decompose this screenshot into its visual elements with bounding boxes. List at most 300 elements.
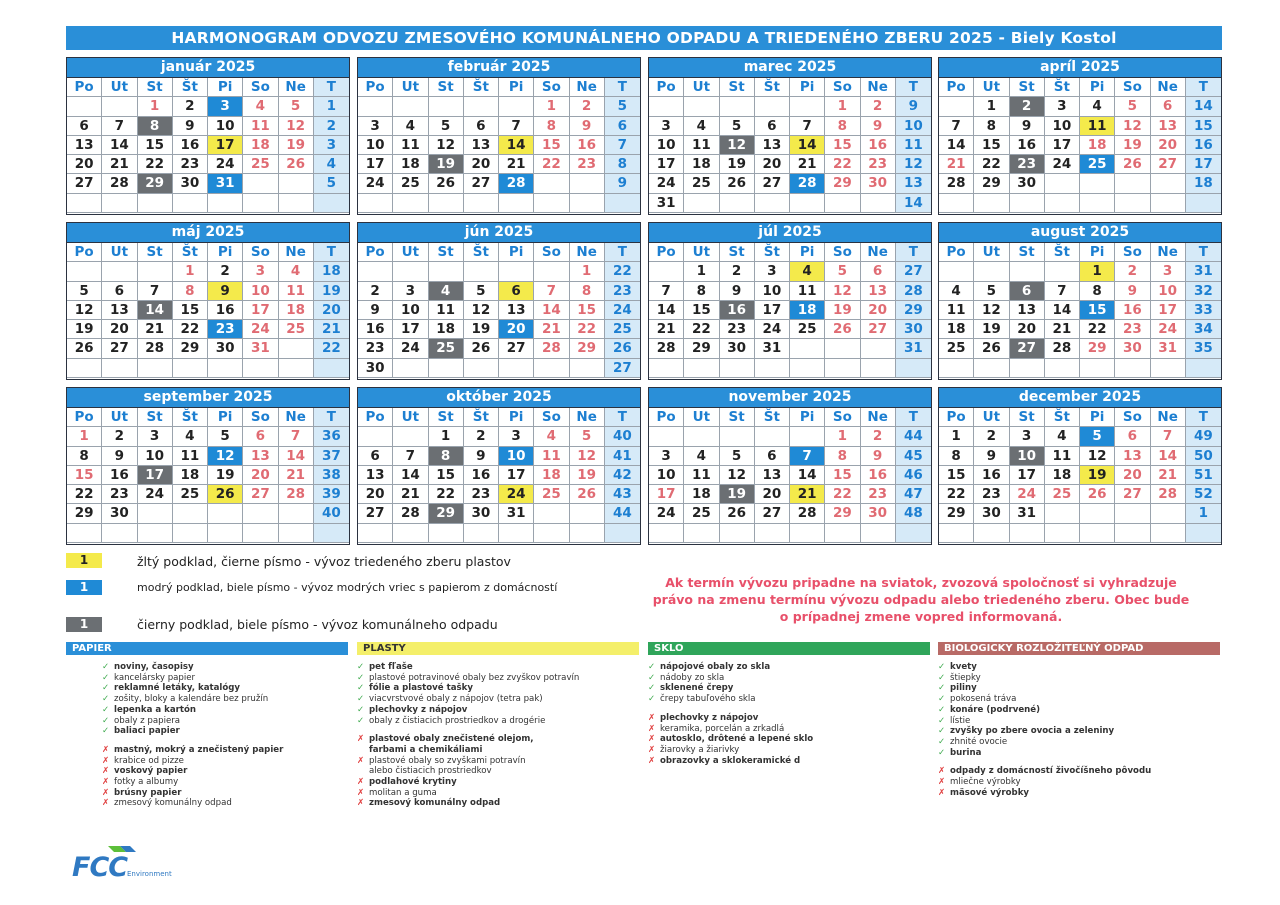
- day-cell: [720, 427, 755, 446]
- day-cell: 11: [684, 136, 719, 155]
- day-cell: [939, 194, 974, 213]
- day-cell: [102, 524, 137, 543]
- accepted-item: ✓ sklenené črepy: [648, 683, 734, 694]
- day-cell: [173, 504, 208, 523]
- day-cell: 15: [825, 136, 860, 155]
- weekday-header: T: [1186, 408, 1221, 427]
- weekday-header: St: [429, 408, 464, 427]
- day-cell: [393, 359, 428, 378]
- weekday-header: So: [1115, 243, 1150, 262]
- day-cell: 24: [1045, 155, 1080, 174]
- month-title: február 2025: [358, 58, 640, 77]
- day-cell: 26: [720, 504, 755, 523]
- day-cell: [825, 194, 860, 213]
- day-cell: 6: [102, 282, 137, 301]
- day-cell: 23: [861, 155, 896, 174]
- week-number: [1186, 194, 1221, 213]
- day-cell: 21: [393, 485, 428, 504]
- cross-icon: ✗: [102, 787, 110, 798]
- weekday-header: Št: [1045, 408, 1080, 427]
- weekday-header: Po: [358, 243, 393, 262]
- day-cell: [1151, 524, 1186, 543]
- week-number: 31: [1186, 262, 1221, 281]
- day-cell: 6: [358, 447, 393, 466]
- day-cell: [173, 524, 208, 543]
- day-cell: 3: [499, 427, 534, 446]
- accepted-item: ✓ nápojové obaly zo skla: [648, 662, 771, 672]
- week-number: 22: [314, 339, 349, 358]
- cross-icon: ✗: [648, 723, 656, 734]
- month-11: [938, 387, 1222, 545]
- week-number: 22: [605, 262, 640, 281]
- day-cell: 3: [1151, 262, 1186, 281]
- day-cell: 2: [1115, 262, 1150, 281]
- weekday-header: So: [825, 243, 860, 262]
- week-number: 44: [896, 427, 931, 446]
- day-cell: 6: [243, 427, 278, 446]
- day-cell: 5: [974, 282, 1009, 301]
- check-icon: ✓: [102, 715, 110, 726]
- day-cell: 27: [243, 485, 278, 504]
- accepted-item: ✓ konáre (podrvené): [938, 704, 1041, 715]
- weekday-header: T: [896, 78, 931, 97]
- day-cell: 11: [1045, 447, 1080, 466]
- week-number: 45: [896, 447, 931, 466]
- day-cell: 3: [649, 447, 684, 466]
- day-cell: 17: [243, 301, 278, 320]
- day-cell: [208, 194, 243, 213]
- category-list-papier: [102, 662, 283, 809]
- month-9: [357, 387, 641, 545]
- week-number: [314, 524, 349, 543]
- weekday-header: St: [1010, 408, 1045, 427]
- week-number: 10: [896, 117, 931, 136]
- day-cell: [684, 97, 719, 116]
- weekday-header: Št: [755, 243, 790, 262]
- day-cell: 28: [649, 339, 684, 358]
- day-cell: [102, 97, 137, 116]
- check-icon: ✓: [648, 694, 656, 705]
- day-cell: 25: [534, 485, 569, 504]
- weekday-header: Pi: [1080, 243, 1115, 262]
- day-cell: 19: [279, 136, 314, 155]
- day-cell: 14: [1045, 301, 1080, 320]
- day-cell: 20: [1151, 136, 1186, 155]
- day-cell: 28: [790, 174, 825, 193]
- day-cell: 13: [1115, 447, 1150, 466]
- week-number: 1: [1186, 504, 1221, 523]
- day-cell: 9: [1115, 282, 1150, 301]
- rejected-item: ✗ žiarovky a žiarivky: [648, 744, 740, 755]
- week-number: 6: [605, 117, 640, 136]
- day-cell: 12: [279, 117, 314, 136]
- day-cell: 21: [1151, 466, 1186, 485]
- day-cell: [534, 194, 569, 213]
- weekday-header: Ut: [393, 408, 428, 427]
- day-cell: 25: [684, 174, 719, 193]
- day-cell: [755, 359, 790, 378]
- check-icon: ✓: [102, 726, 110, 737]
- day-cell: 31: [755, 339, 790, 358]
- weekday-header: T: [1186, 243, 1221, 262]
- weekday-header: So: [825, 78, 860, 97]
- month-title: december 2025: [939, 388, 1221, 407]
- accepted-item: ✓ noviny, časopisy: [102, 662, 194, 672]
- day-cell: 19: [720, 155, 755, 174]
- day-cell: 5: [208, 427, 243, 446]
- day-cell: [429, 524, 464, 543]
- weekday-header: Pi: [790, 243, 825, 262]
- week-number: 5: [605, 97, 640, 116]
- day-cell: 27: [67, 174, 102, 193]
- weekday-header: T: [1186, 78, 1221, 97]
- day-cell: [499, 194, 534, 213]
- day-cell: [1115, 524, 1150, 543]
- week-number: 14: [896, 194, 931, 213]
- day-cell: [102, 359, 137, 378]
- day-cell: 17: [1151, 301, 1186, 320]
- day-cell: 2: [861, 97, 896, 116]
- day-cell: 2: [720, 262, 755, 281]
- accepted-item: ✓ zhnité ovocie: [938, 736, 1008, 747]
- check-icon: ✓: [938, 726, 946, 737]
- day-cell: 11: [279, 282, 314, 301]
- day-cell: 13: [1151, 117, 1186, 136]
- check-icon: ✓: [938, 736, 946, 747]
- day-cell: 14: [393, 466, 428, 485]
- weekday-header: So: [534, 243, 569, 262]
- day-cell: 9: [861, 117, 896, 136]
- day-cell: [393, 524, 428, 543]
- day-cell: 23: [974, 485, 1009, 504]
- day-cell: [67, 194, 102, 213]
- day-cell: 3: [358, 117, 393, 136]
- day-cell: 14: [649, 301, 684, 320]
- day-cell: [534, 174, 569, 193]
- page-title: HARMONOGRAM ODVOZU ZMESOVÉHO KOMUNÁLNEHO ODPADU A TRIEDENÉHO ZBERU 2025 - Biely Kostol: [66, 26, 1222, 50]
- day-cell: 28: [138, 339, 173, 358]
- day-cell: [649, 97, 684, 116]
- day-cell: [499, 97, 534, 116]
- day-cell: 20: [1115, 466, 1150, 485]
- day-cell: 7: [1045, 282, 1080, 301]
- week-number: 40: [314, 504, 349, 523]
- day-cell: 29: [825, 504, 860, 523]
- week-number: 47: [896, 485, 931, 504]
- day-cell: 18: [684, 155, 719, 174]
- month-2: [648, 57, 932, 215]
- week-number: 52: [1186, 485, 1221, 504]
- weekday-header: Št: [464, 243, 499, 262]
- day-cell: 10: [1045, 117, 1080, 136]
- day-cell: 5: [570, 427, 605, 446]
- day-cell: 21: [790, 485, 825, 504]
- week-number: [896, 524, 931, 543]
- month-3: [938, 57, 1222, 215]
- day-cell: [720, 194, 755, 213]
- check-icon: ✓: [357, 704, 365, 715]
- day-cell: 25: [1080, 155, 1115, 174]
- accepted-item: ✓ pokosená tráva: [938, 694, 1017, 705]
- accepted-item: ✓ reklamné letáky, katalógy: [102, 683, 241, 694]
- day-cell: [208, 524, 243, 543]
- week-number: [1186, 524, 1221, 543]
- weekday-header: T: [314, 408, 349, 427]
- day-cell: 14: [790, 466, 825, 485]
- day-cell: 18: [243, 136, 278, 155]
- day-cell: [1010, 262, 1045, 281]
- weekday-header: Št: [464, 408, 499, 427]
- day-cell: [243, 504, 278, 523]
- week-number: 39: [314, 485, 349, 504]
- day-cell: [1080, 524, 1115, 543]
- week-number: 30: [896, 320, 931, 339]
- day-cell: [429, 359, 464, 378]
- rejected-item: alebo čistiacich prostriedkov: [369, 766, 492, 777]
- weekday-header: Ne: [279, 243, 314, 262]
- day-cell: 23: [570, 155, 605, 174]
- day-cell: 29: [939, 504, 974, 523]
- day-cell: [138, 504, 173, 523]
- check-icon: ✓: [938, 694, 946, 705]
- day-cell: 12: [1115, 117, 1150, 136]
- day-cell: 22: [939, 485, 974, 504]
- weekday-header: Št: [173, 243, 208, 262]
- day-cell: 1: [534, 97, 569, 116]
- day-cell: 11: [243, 117, 278, 136]
- week-number: 31: [896, 339, 931, 358]
- day-cell: [173, 359, 208, 378]
- day-cell: [570, 359, 605, 378]
- cross-icon: ✗: [938, 766, 946, 777]
- day-cell: [825, 359, 860, 378]
- day-cell: 10: [499, 447, 534, 466]
- week-number: [1186, 359, 1221, 378]
- day-cell: 18: [684, 485, 719, 504]
- day-cell: 15: [173, 301, 208, 320]
- day-cell: 20: [755, 155, 790, 174]
- cross-icon: ✗: [357, 755, 365, 766]
- day-cell: 15: [570, 301, 605, 320]
- day-cell: 21: [1045, 320, 1080, 339]
- weekday-header: T: [896, 408, 931, 427]
- week-number: 35: [1186, 339, 1221, 358]
- day-cell: 4: [534, 427, 569, 446]
- day-cell: 29: [173, 339, 208, 358]
- day-cell: 10: [755, 282, 790, 301]
- rejected-item: ✗ molitan a guma: [357, 787, 437, 798]
- day-cell: 10: [649, 466, 684, 485]
- category-list-bio: [938, 662, 1151, 798]
- day-cell: 5: [825, 262, 860, 281]
- cross-icon: ✗: [102, 744, 110, 755]
- day-cell: 11: [939, 301, 974, 320]
- month-title: marec 2025: [649, 58, 931, 77]
- day-cell: [570, 194, 605, 213]
- day-cell: [1115, 194, 1150, 213]
- day-cell: 20: [755, 485, 790, 504]
- month-title: apríl 2025: [939, 58, 1221, 77]
- day-cell: 27: [755, 174, 790, 193]
- day-cell: 26: [720, 174, 755, 193]
- day-cell: 5: [429, 117, 464, 136]
- weekday-header: Št: [464, 78, 499, 97]
- day-cell: 2: [173, 97, 208, 116]
- day-cell: 27: [464, 174, 499, 193]
- day-cell: 13: [755, 136, 790, 155]
- legend-swatch-gray: 1: [66, 617, 102, 632]
- week-number: 37: [314, 447, 349, 466]
- week-number: 51: [1186, 466, 1221, 485]
- day-cell: 6: [755, 447, 790, 466]
- day-cell: [720, 97, 755, 116]
- weekday-header: Pi: [790, 78, 825, 97]
- day-cell: 25: [429, 339, 464, 358]
- month-4: [66, 222, 350, 380]
- day-cell: 8: [939, 447, 974, 466]
- day-cell: [173, 194, 208, 213]
- cross-icon: ✗: [357, 798, 365, 809]
- day-cell: 5: [279, 97, 314, 116]
- weekday-header: So: [1115, 408, 1150, 427]
- day-cell: [358, 427, 393, 446]
- day-cell: 26: [825, 320, 860, 339]
- day-cell: 2: [570, 97, 605, 116]
- weekday-header: St: [720, 243, 755, 262]
- day-cell: 13: [102, 301, 137, 320]
- day-cell: 8: [1080, 282, 1115, 301]
- day-cell: 27: [1151, 155, 1186, 174]
- day-cell: 9: [974, 447, 1009, 466]
- month-10: [648, 387, 932, 545]
- day-cell: 24: [1151, 320, 1186, 339]
- day-cell: 3: [243, 262, 278, 281]
- day-cell: [243, 194, 278, 213]
- day-cell: 24: [499, 485, 534, 504]
- day-cell: 27: [1115, 485, 1150, 504]
- check-icon: ✓: [357, 683, 365, 694]
- day-cell: [358, 262, 393, 281]
- day-cell: 12: [429, 136, 464, 155]
- day-cell: 16: [861, 466, 896, 485]
- day-cell: [1010, 194, 1045, 213]
- day-cell: 27: [861, 320, 896, 339]
- day-cell: 20: [464, 155, 499, 174]
- day-cell: [939, 97, 974, 116]
- day-cell: 6: [1151, 97, 1186, 116]
- weekday-header: T: [605, 408, 640, 427]
- weekday-header: So: [1115, 78, 1150, 97]
- day-cell: 21: [279, 466, 314, 485]
- day-cell: 20: [1010, 320, 1045, 339]
- rejected-item: ✗ odpady z domácností živočíšneho pôvodu: [938, 766, 1152, 777]
- day-cell: 9: [464, 447, 499, 466]
- day-cell: 9: [861, 447, 896, 466]
- day-cell: 17: [1045, 136, 1080, 155]
- month-title: september 2025: [67, 388, 349, 407]
- day-cell: 11: [173, 447, 208, 466]
- rejected-item: ✗ mastný, mokrý a znečistený papier: [102, 744, 284, 755]
- check-icon: ✓: [102, 662, 110, 672]
- day-cell: [67, 97, 102, 116]
- weekday-header: Pi: [790, 408, 825, 427]
- day-cell: 22: [1080, 320, 1115, 339]
- week-number: [605, 524, 640, 543]
- day-cell: 16: [102, 466, 137, 485]
- day-cell: [67, 524, 102, 543]
- day-cell: 6: [755, 117, 790, 136]
- day-cell: 21: [939, 155, 974, 174]
- day-cell: 4: [684, 447, 719, 466]
- weekday-header: Št: [1045, 78, 1080, 97]
- check-icon: ✓: [102, 672, 110, 683]
- day-cell: 4: [1080, 97, 1115, 116]
- day-cell: [790, 524, 825, 543]
- day-cell: 28: [939, 174, 974, 193]
- day-cell: [684, 359, 719, 378]
- day-cell: [570, 174, 605, 193]
- day-cell: 9: [570, 117, 605, 136]
- day-cell: 16: [974, 466, 1009, 485]
- day-cell: 22: [825, 155, 860, 174]
- week-number: 11: [896, 136, 931, 155]
- day-cell: 14: [102, 136, 137, 155]
- week-number: [605, 194, 640, 213]
- day-cell: 8: [67, 447, 102, 466]
- weekday-header: St: [1010, 78, 1045, 97]
- weekday-header: Ut: [393, 78, 428, 97]
- day-cell: 17: [393, 320, 428, 339]
- day-cell: [67, 359, 102, 378]
- weekday-header: Ne: [861, 243, 896, 262]
- day-cell: 19: [1080, 466, 1115, 485]
- weekday-header: Po: [649, 408, 684, 427]
- day-cell: [939, 359, 974, 378]
- day-cell: [393, 427, 428, 446]
- day-cell: 7: [102, 117, 137, 136]
- day-cell: [279, 359, 314, 378]
- day-cell: 23: [1115, 320, 1150, 339]
- week-number: 33: [1186, 301, 1221, 320]
- day-cell: 28: [393, 504, 428, 523]
- day-cell: 17: [649, 485, 684, 504]
- day-cell: [464, 262, 499, 281]
- day-cell: 4: [429, 282, 464, 301]
- day-cell: [243, 174, 278, 193]
- day-cell: [534, 524, 569, 543]
- day-cell: 19: [464, 320, 499, 339]
- day-cell: [1151, 174, 1186, 193]
- weekday-header: Št: [173, 78, 208, 97]
- day-cell: [464, 97, 499, 116]
- day-cell: [1115, 174, 1150, 193]
- day-cell: 5: [464, 282, 499, 301]
- day-cell: [243, 359, 278, 378]
- weekday-header: Po: [939, 78, 974, 97]
- week-number: 27: [896, 262, 931, 281]
- weekday-header: Št: [1045, 243, 1080, 262]
- day-cell: 16: [464, 466, 499, 485]
- day-cell: 27: [499, 339, 534, 358]
- day-cell: [1045, 504, 1080, 523]
- day-cell: 21: [534, 320, 569, 339]
- day-cell: 9: [358, 301, 393, 320]
- day-cell: 14: [790, 136, 825, 155]
- rejected-item: ✗ plechovky z nápojov: [648, 712, 759, 723]
- weekday-header: Po: [939, 408, 974, 427]
- day-cell: 17: [208, 136, 243, 155]
- day-cell: 7: [790, 447, 825, 466]
